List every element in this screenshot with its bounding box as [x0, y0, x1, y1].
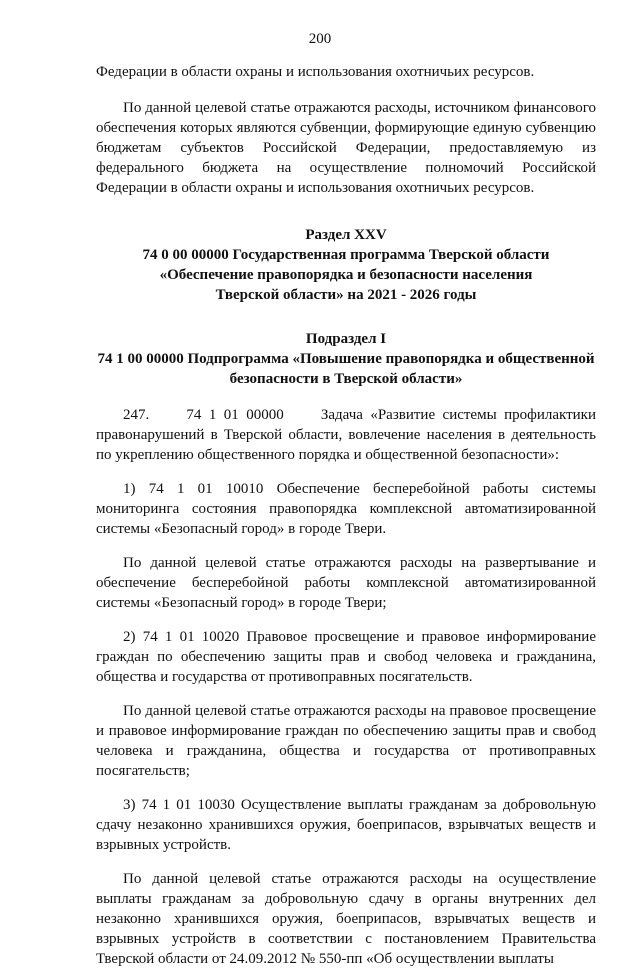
section-program-name: «Обеспечение правопорядка и безопасности населения — [159, 267, 533, 283]
subsection-program-name: безопасности в Тверской области» — [229, 371, 463, 387]
item-3: 3) 74 1 01 10030 Осуществление выплаты гражданам за добровольную сдачу незаконно хранившихся оружия, боеприпасов, взрывчатых веществ и взрывных устройств. — [96, 797, 596, 853]
section-program-years: Тверской области» на 2021 - 2026 годы — [215, 287, 477, 303]
paragraph-subvention: По данной целевой статье отражаются расходы, источником финансового обеспечения которых являются субвенции, формирующие единую субвенцию бюджетам субъектов Российской Федерации, предоставляемую из федерального бюджета на осуществление полномочий Российской Федерации в области охраны и использования охотничьих ресурсов. — [96, 100, 596, 196]
item-1: 1) 74 1 01 10010 Обеспечение бесперебойной работы системы мониторинга состояния правопорядка комплексной автоматизированной системы «Безопасный город» в городе Твери. — [96, 481, 596, 537]
item-3-description: По данной целевой статье отражаются расходы на осуществление выплаты гражданам за добровольную сдачу в органы внутренних дел незаконно хранившихся оружия, боеприпасов, взрывчатых веществ и взрывных устройств в соответствии с постановлением Правительства Тверской области от 24.09.2012 № 550-пп «Об осуществлении выплаты — [96, 871, 596, 967]
item-1-description: По данной целевой статье отражаются расходы на развертывание и обеспечение бесперебойной работы комплексной автоматизированной системы «Безопасный город» в городе Твери; — [96, 555, 596, 611]
item-2-description: По данной целевой статье отражаются расходы на правовое просвещение и правовое информирование граждан по обеспечению защиты прав и свобод человека и гражданина, общества и государства от противоправных посягательств; — [96, 703, 596, 779]
subsection-heading — [96, 329, 596, 389]
item-2: 2) 74 1 01 10020 Правовое просвещение и правовое информирование граждан по обеспечению защиты прав и свобод человека и гражданина, общества и государства от противоправных посягательств. — [96, 629, 596, 685]
document-body — [96, 62, 600, 969]
section-program-code: 74 0 00 00000 Государственная программа Тверской области — [142, 247, 550, 263]
paragraph-continuation: Федерации в области охраны и использования охотничьих ресурсов. — [96, 64, 535, 80]
paragraph-247-task: 247. 74 1 01 00000 Задача «Развитие системы профилактики правонарушений в Тверской области, вовлечение населения в деятельность по укреплению общественного порядка и общественной безопасности»: — [96, 407, 600, 463]
section-heading — [96, 225, 596, 305]
subsection-title: Подраздел I — [305, 331, 387, 347]
subsection-program-code: 74 1 00 00000 Подпрограмма «Повышение правопорядка и общественной — [97, 351, 595, 367]
page-number: 200 — [308, 31, 332, 47]
section-title: Раздел XXV — [305, 227, 387, 243]
